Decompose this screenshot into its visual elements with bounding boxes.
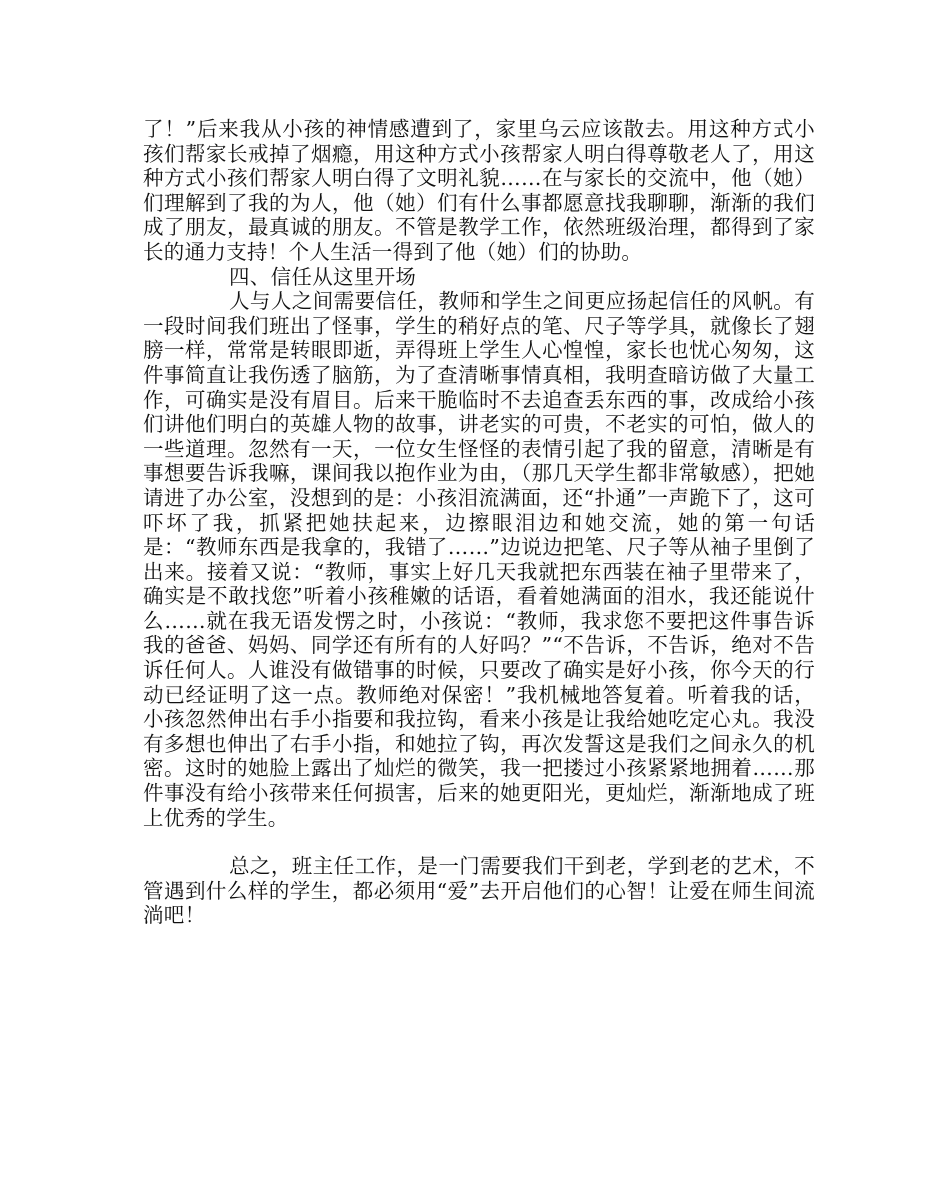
trust-story-paragraph: 人与人之间需要信任，教师和学生之间更应扬起信任的风帆。有一段时间我们班出了怪事，学生的稍好点的笔、尺子等学具，就像长了翅膀一样，常常是转眼即逝，弄得班上学生人心惶惶，家长也忧心匆匆，这件事简直让我伤透了脑筋，为了查清晰事情真相，我明查暗访做了大量工作，可确实是没有眉目。后来干脆临时不去追查丢东西的事，改成给小孩们讲他们明白的英雄人物的故事，讲老实的可贵，不老实的可怕，做人的一些道理。忽然有一天，一位女生怪怪的表情引起了我的留意，清晰是有事想要告诉我嘛，课间我以抱作业为由，（那几天学生都非常敏感），把她请进了办公室，没想到的是：小孩泪流满面，还“扑通”一声跪下了，这可吓坏了我，抓紧把她扶起来，边擦眼泪边和她交流，她的第一句话是：“教师东西是我拿的，我错了……”边说边把笔、尺子等从袖子里倒了出来。接着又说：“教师，事实上好几天我就把东西装在袖子里带来了，确实是不敢找您”听着小孩稚嫩的话语，看着她满面的泪水，我还能说什么……就在我无语发愣之时，小孩说：“教师，我求您不要把这件事告诉我的爸爸、妈妈、同学还有所有的人好吗？”“不告诉，不告诉，绝对不告诉任何人。人谁没有做错事的时候，只要改了确实是好小孩，你今天的行动已经证明了这一点。教师绝对保密！”我机械地答复着。听着我的话，小孩忽然伸出右手小指要和我拉钩，看来小孩是让我给她吃定心丸。我没有多想也伸出了右手小指，和她拉了钩，再次发誓这是我们之间永久的机密。这时的她脸上露出了灿烂的微笑，我一把搂过小孩紧紧地拥着……那件事没有给小孩带来任何损害，后来的她更阳光，更灿烂，渐渐地成了班上优秀的学生。 bbox=[143, 289, 815, 830]
section-heading: 四、信任从这里开场 bbox=[229, 264, 417, 289]
document-body bbox=[143, 117, 815, 928]
intro-continuation-paragraph: 了！”后来我从小孩的神情感遭到了，家里乌云应该散去。用这种方式小孩们帮家长戒掉了烟瘾，用这种方式小孩帮家人明白得尊敬老人了，用这种方式小孩们帮家人明白得了文明礼貌……在与家长的交流中，他（她）们理解到了我的为人，他（她）们有什么事都愿意找我聊聊，渐渐的我们成了朋友，最真诚的朋友。不管是教学工作，依然班级治理，都得到了家长的通力支持！个人生活一得到了他（她）们的协助。 bbox=[143, 117, 815, 264]
conclusion-paragraph: 总之，班主任工作，是一门需要我们干到老，学到老的艺术，不管遇到什么样的学生，都必须用“爱”去开启他们的心智！让爱在师生间流淌吧！ bbox=[143, 854, 815, 928]
